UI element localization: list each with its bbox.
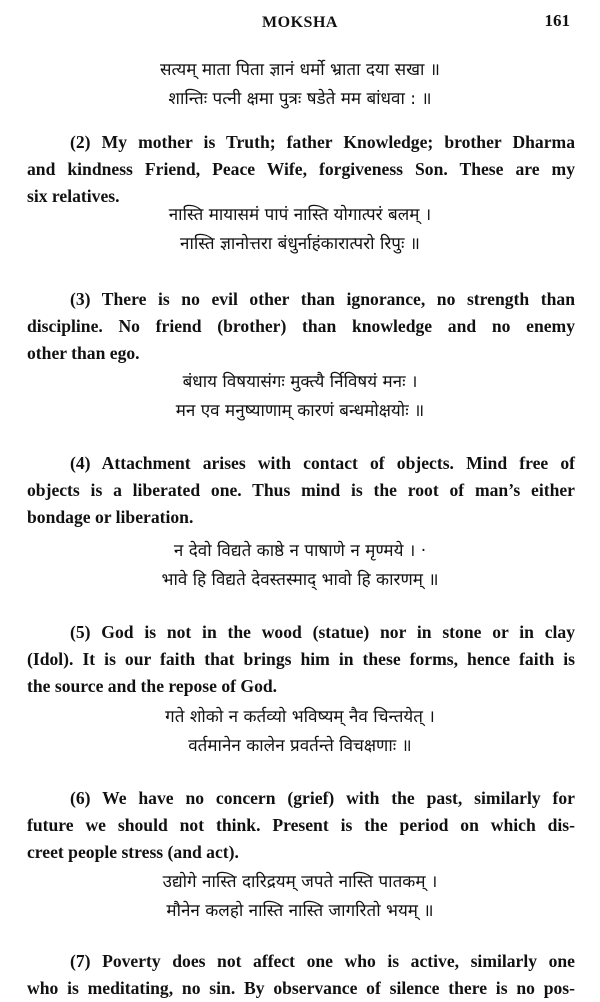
translation-paragraph: [27, 948, 575, 1002]
paragraph-line: (4) Attachment arises with contact of objects. Mind free of: [70, 453, 575, 473]
sanskrit-verse: [0, 56, 600, 114]
paragraph-line: (3) There is no evil other than ignorance, no strength than: [70, 289, 575, 309]
verse-line: नास्ति ज्ञानोत्तरा बंधुर्नाहंकारात्परो रिपुः ॥: [180, 234, 420, 254]
paragraph-line: (2) My mother is Truth; father Knowledge; brother Dharma: [70, 132, 575, 152]
paragraph-line: (7) Poverty does not affect one who is active, similarly one: [70, 951, 575, 971]
verse-line: वर्तमानेन कालेन प्रवर्तन्ते विचक्षणाः ॥: [188, 736, 412, 756]
sanskrit-verse: [0, 201, 600, 259]
running-head: MOKSHA: [262, 14, 338, 31]
sanskrit-verse: [0, 703, 600, 761]
page-number: 161: [544, 11, 570, 30]
verse-line: मौनेन कलहो नास्ति नास्ति जागरितो भयम् ॥: [166, 901, 434, 921]
verse-line: नास्ति मायासमं पापं नास्ति योगात्परं बलम् ।: [168, 205, 432, 225]
paragraph-line: (Idol). It is our faith that brings him in these forms, hence faith is: [27, 649, 575, 669]
verse-line: गते शोको न कर्तव्यो भविष्यम् नैव चिन्तयेत् ।: [165, 707, 435, 727]
verse-line: सत्यम् माता पिता ज्ञानं धर्मो भ्राता दया सखा ॥: [160, 60, 440, 80]
paragraph-line: discipline. No friend (brother) than knowledge and no enemy: [27, 316, 575, 336]
paragraph-line: who is meditating, no sin. By observance of silence there is no pos-: [27, 978, 575, 998]
paragraph-line: objects is a liberated one. Thus mind is the root of man’s either: [27, 480, 575, 500]
translation-paragraph: [27, 129, 575, 210]
page-header: [0, 11, 600, 36]
sanskrit-verse: [0, 868, 600, 926]
paragraph-line: other than ego.: [27, 343, 140, 363]
paragraph-line: bondage or liberation.: [27, 507, 194, 527]
verse-line: न देवो विद्यते काष्ठे न पाषाणे न मृण्मये । ·: [173, 541, 427, 561]
verse-line: भावे हि विद्यते देवस्तस्माद् भावो हि कारणम् ॥: [161, 570, 439, 590]
paragraph-line: (5) God is not in the wood (statue) nor in stone or in clay: [70, 622, 575, 642]
translation-paragraph: [27, 619, 575, 700]
translation-paragraph: [27, 785, 575, 866]
verse-line: शान्तिः पत्नी क्षमा पुत्रः षडेते मम बांधवा : ॥: [168, 89, 432, 109]
verse-line: मन एव मनुष्याणाम् कारणं बन्धमोक्षयोः ॥: [175, 401, 425, 421]
paragraph-line: six relatives.: [27, 186, 120, 206]
verse-line: उद्योगे नास्ति दारिद्रयम् जपते नास्ति पातकम् ।: [162, 872, 438, 892]
sanskrit-verse: [0, 537, 600, 595]
translation-paragraph: [27, 286, 575, 367]
paragraph-line: the source and the repose of God.: [27, 676, 278, 696]
paragraph-line: future we should not think. Present is the period on which dis-: [27, 815, 575, 835]
paragraph-line: (6) We have no concern (grief) with the past, similarly for: [70, 788, 575, 808]
paragraph-line: creet people stress (and act).: [27, 842, 239, 862]
paragraph-line: and kindness Friend, Peace Wife, forgiveness Son. These are my: [27, 159, 575, 179]
translation-paragraph: [27, 450, 575, 531]
verse-line: बंधाय विषयासंगः मुक्त्यै र्निविषयं मनः ।: [182, 372, 418, 392]
sanskrit-verse: [0, 368, 600, 426]
